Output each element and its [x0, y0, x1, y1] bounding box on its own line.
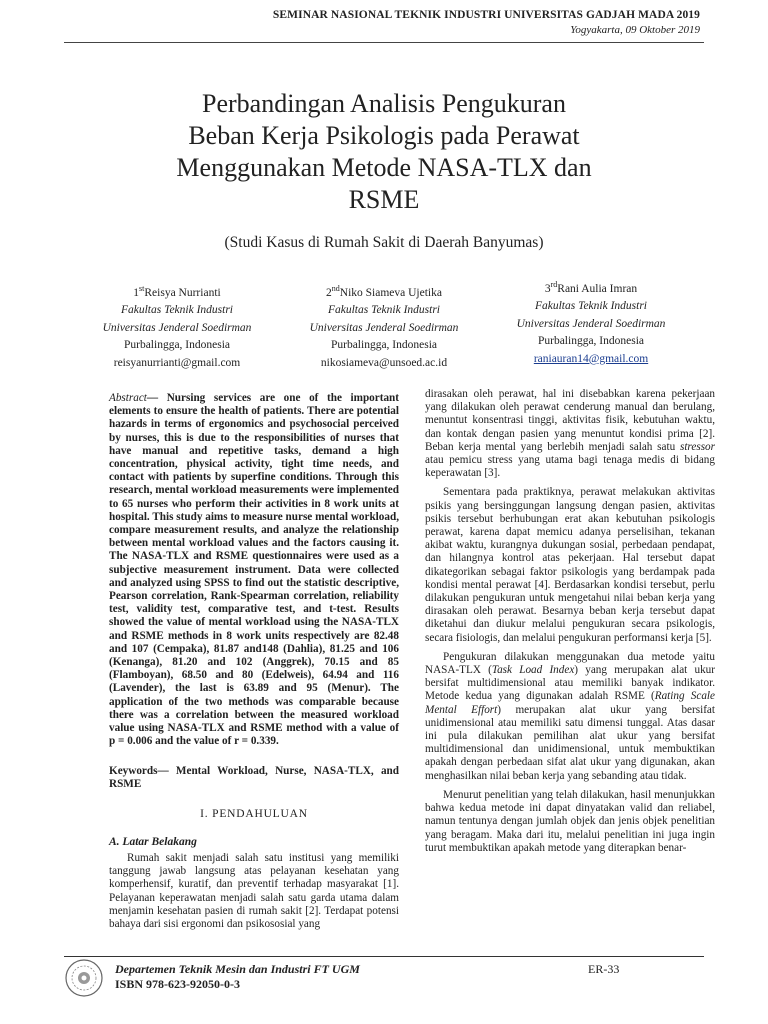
- author-city: Purbalingga, Indonesia: [123, 339, 231, 352]
- right-paragraph-1: dirasakan oleh perawat, hal ini disebabkan karena pekerjaan yang dilakukan oleh perawat cenderung manual dan berulang, menuntut konsentrasi tinggi, aktivitas fisik, kebutuhan waktu, dan kontak dengan pasien yang menuntut kondisi prima [2]. Beban kerja mental yang berlebih menjadi salah satu stressor atau pemicu stress yang utama bagi tenaga medis di bidang keperawatan [3].: [425, 388, 715, 480]
- footer-department: Departemen Teknik Mesin dan Industri FT UGM: [115, 962, 360, 976]
- paper-title: [84, 88, 684, 216]
- paper-subtitle: (Studi Kasus di Rumah Sakit di Daerah Banyumas): [224, 234, 544, 251]
- author-block-1: [77, 280, 277, 372]
- title-line-4: RSME: [348, 185, 420, 214]
- author-faculty: Fakultas Teknik Industri: [534, 300, 647, 313]
- header-rule: [64, 42, 704, 43]
- author-faculty: Fakultas Teknik Industri: [120, 304, 233, 317]
- footer-rule: [64, 956, 704, 957]
- abstract-text: — Nursing services are one of the important elements to ensure the health of patients. There are potential hazards in terms of ergonomics and psychosocial perceived by nurses, this is due to the responsibilities of nurses that have manual and repetitive tasks, demand a high concentration, physical activity, tight time needs, and contact with patients by superfine conditions. Through this research, mental workload measurements were implemented to 65 nurses who perform their activities in 8 work units at hospital. This study aims to measure nurse mental workload, compare measurement results, and analyze the relationship between mental workload values and the factors causing it. The NASA-TLX and RSME questionnaires were used as a subjective measurement instrument. Data were collected and analyzed using SPSS to find out the statistic descriptive, Pearson correlation, Rank-Spearman correlation, reliability test, validity test, comparative test, and t-test. Results showed the value of mental workload using the NASA-TLX and RSME methods in 8 work units respectively are 82.48 and 107 (Cempaka), 81.87 and148 (Dahlia), 81.25 and 106 (Kenanga), 81.20 and 102 (Anggrek), 70.15 and 85 (Flamboyan), 68.50 and 80 (Edelweis), 64.94 and 116 (Lavender), the last is 63.89 and 95 (Menur). The application of the two methods was comparable because there was a correlation between the measured workload value using NASA-TLX and RSME method with a value of p = 0.006 and the value of r = 0.339.: [109, 392, 399, 748]
- subsection-heading: A. Latar Belakang: [109, 836, 197, 848]
- author-name: 2ndNiko Siameva Ujetika: [326, 284, 442, 299]
- author-email-link[interactable]: raniauran14@gmail.com: [533, 352, 649, 365]
- university-logo-icon: [64, 958, 104, 998]
- author-name: 1stReisya Nurrianti: [133, 284, 221, 299]
- footer-isbn: ISBN 978-623-92050-0-3: [115, 977, 240, 991]
- title-line-1: Perbandingan Analisis Pengukuran: [202, 89, 566, 118]
- author-university: Universitas Jenderal Soedirman: [309, 321, 459, 334]
- conference-header: [60, 8, 700, 37]
- author-block-3: [491, 276, 691, 368]
- title-line-3: Menggunakan Metode NASA-TLX dan: [176, 153, 592, 182]
- intro-paragraph-1: Rumah sakit menjadi salah satu institusi yang memiliki tanggung jawab langsung atas pelayanan kesehatan yang komperhensif, kuratif, dan preventif terhadap masyarakat [1]. Pelayanan keperawatan menjadi salah satu garda utama dalam menjamin kesehatan pasien di rumah sakit [2]. Terdapat potensi bahaya dari sisi ergonomi dan psikososial yang: [109, 852, 399, 931]
- author-name: 3rdRani Aulia Imran: [544, 280, 638, 295]
- intro-paragraph: [109, 852, 399, 931]
- author-university: Universitas Jenderal Soedirman: [516, 317, 666, 330]
- author-block-2: [284, 280, 484, 372]
- author-email: nikosiameva@unsoed.ac.id: [320, 356, 448, 369]
- title-line-2: Beban Kerja Psikologis pada Perawat: [188, 121, 580, 150]
- author-faculty: Fakultas Teknik Industri: [327, 304, 440, 317]
- author-city: Purbalingga, Indonesia: [330, 339, 438, 352]
- right-paragraph-3: Pengukuran dilakukan menggunakan dua metode yaitu NASA-TLX (Task Load Index) yang merupakan alat ukur bersifat multidimensional atau memiliki banyak indikator. Metode kedua yang digunakan adalah RSME (Rating Scale Mental Effort) merupakan alat ukur yang bersifat unidimensional atau memiliki satu dimensi tunggal. Atas dasar ini pula dilakukan pemilihan alat ukur yang bersifat multidimensional dan unidimensional, untuk membuktikan apakah dengan perbedaan sifat alat ukur yang digunakan, akan menghasilkan nilai beban kerja yang sebanding atau tidak.: [425, 650, 716, 782]
- page-number: ER-33: [588, 962, 620, 976]
- right-column: [425, 388, 715, 855]
- right-paragraph-2: Sementara pada praktiknya, perawat melakukan aktivitas psikis yang bersinggungan langsung dengan pasien, aktivitas psikis tersebut berhubungan erat akan kebutuhan psikologis perawat, karena dapat memicu adanya perselisihan, tekanan akibat waktu, kurangnya dukungan sosial, perbedaan pendapat, dan hilangnya kontrol atas pekerjaan. Hal tersebut dapat dikategorikan sebagai faktor psikologis yang berdampak pada kondisi mental perawat [4]. Berdasarkan kondisi tersebut, perlu dilakukan pengukuran untuk mengetahui nilai beban kerja yang dirasakan oleh perawat. Besarnya beban kerja tersebut dapat diketahui dan diukur melalui pengukuran secara psikologis, secara fisiologis, dan melalui pengukuran performansi kerja [5].: [425, 486, 715, 644]
- right-paragraph-4: Menurut penelitian yang telah dilakukan, hasil menunjukkan bahwa kedua metode ini dapat dinyatakan valid dan reliabel, namun tentunya dengan jumlah objek dan jenis objek penelitian yang beragam. Maka dari itu, melalui penelitian ini juga ingin turut membuktikan apakah metode yang diterapkan benar-: [425, 788, 715, 854]
- author-email: reisyanurrianti@gmail.com: [113, 356, 241, 369]
- conference-name: SEMINAR NASIONAL TEKNIK INDUSTRI UNIVERSITAS GADJAH MADA 2019: [272, 9, 700, 21]
- keywords: Keywords— Mental Workload, Nurse, NASA-TLX, and RSME: [109, 765, 399, 791]
- section-heading: I. PENDAHULUAN: [200, 808, 308, 820]
- footer-info: [115, 962, 360, 992]
- abstract-label: Abstract: [109, 392, 147, 404]
- abstract: [109, 392, 399, 748]
- author-city: Purbalingga, Indonesia: [537, 335, 645, 348]
- conference-place-date: Yogyakarta, 09 Oktober 2019: [570, 24, 700, 36]
- author-university: Universitas Jenderal Soedirman: [102, 321, 252, 334]
